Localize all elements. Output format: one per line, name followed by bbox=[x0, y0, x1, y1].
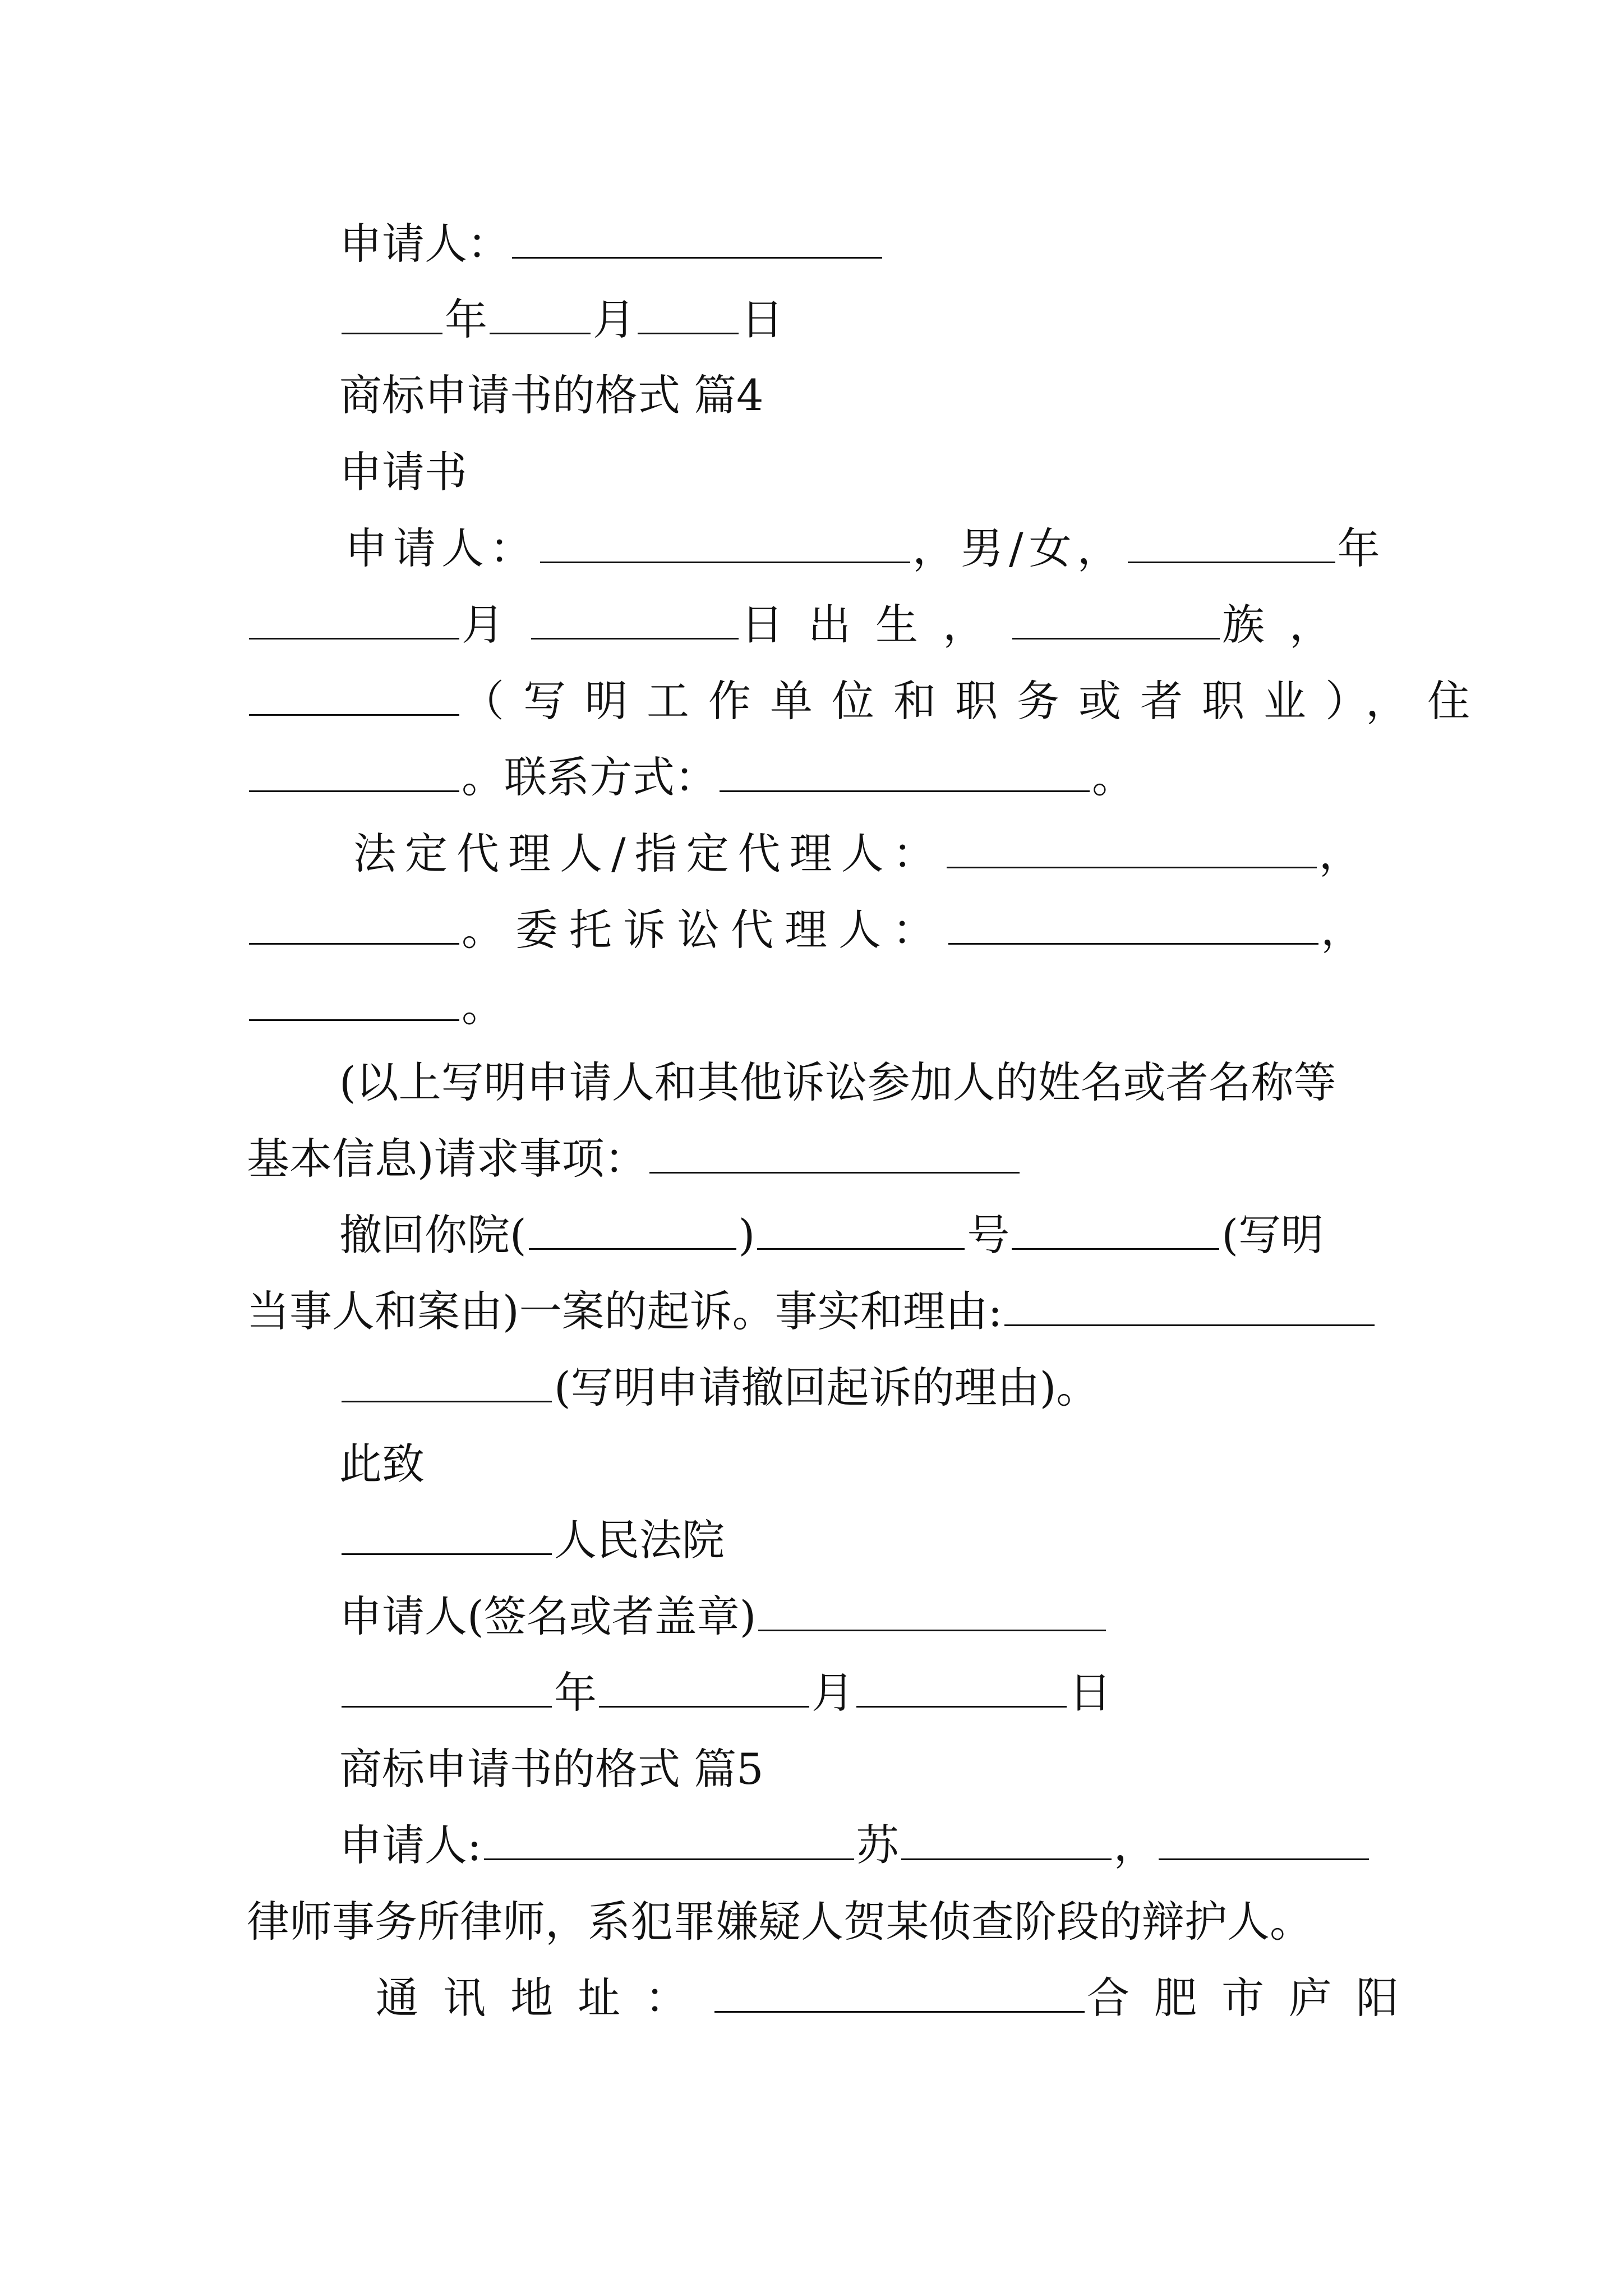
legal-agent-blank[interactable] bbox=[947, 827, 1317, 868]
salutation: 此致 bbox=[339, 1439, 425, 1489]
address-line: 通讯地址： 合肥市庐阳 bbox=[376, 1973, 1423, 2023]
birth-month-blank[interactable] bbox=[249, 599, 459, 639]
signature-blank[interactable] bbox=[758, 1590, 1106, 1631]
law-firm-blank[interactable] bbox=[1159, 1819, 1369, 1860]
work-unit-blank[interactable] bbox=[249, 675, 459, 716]
section-heading-5: 商标申请书的格式 篇5 bbox=[339, 1744, 764, 1794]
note-line: (以上写明申请人和其他诉讼参加人的姓名或者名称等 bbox=[339, 1057, 1336, 1107]
case-line: 当事人和案由)一案的起诉。事实和理由: bbox=[247, 1283, 1377, 1340]
day-blank[interactable] bbox=[638, 293, 739, 334]
applicant-blank[interactable] bbox=[512, 218, 882, 259]
litigation-agent-info-blank[interactable] bbox=[249, 980, 459, 1021]
request-blank[interactable] bbox=[649, 1133, 1020, 1174]
lawyer-description-line: 律师事务所律师，系犯罪嫌疑人贺某侦查阶段的辩护人。 bbox=[247, 1897, 1312, 1947]
birth-day-blank[interactable] bbox=[531, 599, 739, 639]
applicant-lawyer-line: 申请人: 苏 ， bbox=[339, 1818, 1371, 1874]
reason-line: (写明申请撤回起诉的理由)。 bbox=[339, 1360, 1099, 1416]
birth-year-blank[interactable] bbox=[1128, 522, 1335, 563]
sign-year-blank[interactable] bbox=[342, 1667, 552, 1708]
month-blank[interactable] bbox=[490, 293, 591, 334]
court-line: 人民法院 bbox=[339, 1512, 725, 1568]
work-unit-line: （写明工作单位和职务或者职业），住 bbox=[247, 673, 1489, 729]
address-blank[interactable] bbox=[249, 751, 459, 792]
litigation-agent-blank[interactable] bbox=[948, 904, 1318, 945]
contact-blank[interactable] bbox=[720, 751, 1090, 792]
legal-agent-info-blank[interactable] bbox=[249, 904, 459, 945]
agent-info-line: 。 bbox=[247, 978, 504, 1034]
facts-blank[interactable] bbox=[1004, 1285, 1375, 1326]
reason-blank[interactable] bbox=[342, 1361, 552, 1402]
applicant-info-line: 申请人： ，男/女， 年 bbox=[345, 523, 1386, 573]
sign-day-blank[interactable] bbox=[856, 1667, 1067, 1708]
year-label: 年 bbox=[445, 295, 487, 344]
applicant-name-blank[interactable] bbox=[540, 522, 910, 563]
lawyer-blank-2[interactable] bbox=[901, 1819, 1112, 1860]
applicant-label: 申请人： bbox=[339, 219, 510, 269]
date-line bbox=[339, 292, 783, 348]
signature-date-line: 年 月 日 bbox=[339, 1665, 1112, 1721]
case-year-blank[interactable] bbox=[529, 1209, 736, 1250]
case-code-blank[interactable] bbox=[757, 1209, 965, 1250]
request-line: 基本信息)请求事项： bbox=[247, 1131, 1022, 1187]
withdraw-line: 撤回你院( ) 号 (写明 bbox=[339, 1210, 1324, 1260]
court-blank[interactable] bbox=[342, 1514, 552, 1555]
day-label: 日 bbox=[741, 295, 783, 344]
mailing-address-blank[interactable] bbox=[714, 1972, 1085, 2013]
lawyer-name-blank[interactable] bbox=[484, 1819, 854, 1860]
applicant-signature-line bbox=[339, 216, 884, 272]
litigation-agent-line: 。委托诉讼代理人： ， bbox=[247, 902, 1375, 958]
legal-agent-line: 法定代理人/指定代理人： ， bbox=[353, 829, 1371, 878]
case-number-blank[interactable] bbox=[1012, 1209, 1219, 1250]
sign-month-blank[interactable] bbox=[599, 1667, 809, 1708]
ethnicity-blank[interactable] bbox=[1012, 599, 1220, 639]
signature-line: 申请人(签名或者盖章) bbox=[339, 1589, 1108, 1645]
year-blank[interactable] bbox=[342, 293, 442, 334]
birth-line: 月 日出生， 族， bbox=[247, 597, 1357, 653]
contact-line: 。联系方式： 。 bbox=[247, 749, 1135, 806]
section-heading-4: 商标申请书的格式 篇4 bbox=[339, 370, 764, 420]
month-label: 月 bbox=[593, 295, 635, 344]
document-title: 申请书 bbox=[339, 447, 467, 497]
